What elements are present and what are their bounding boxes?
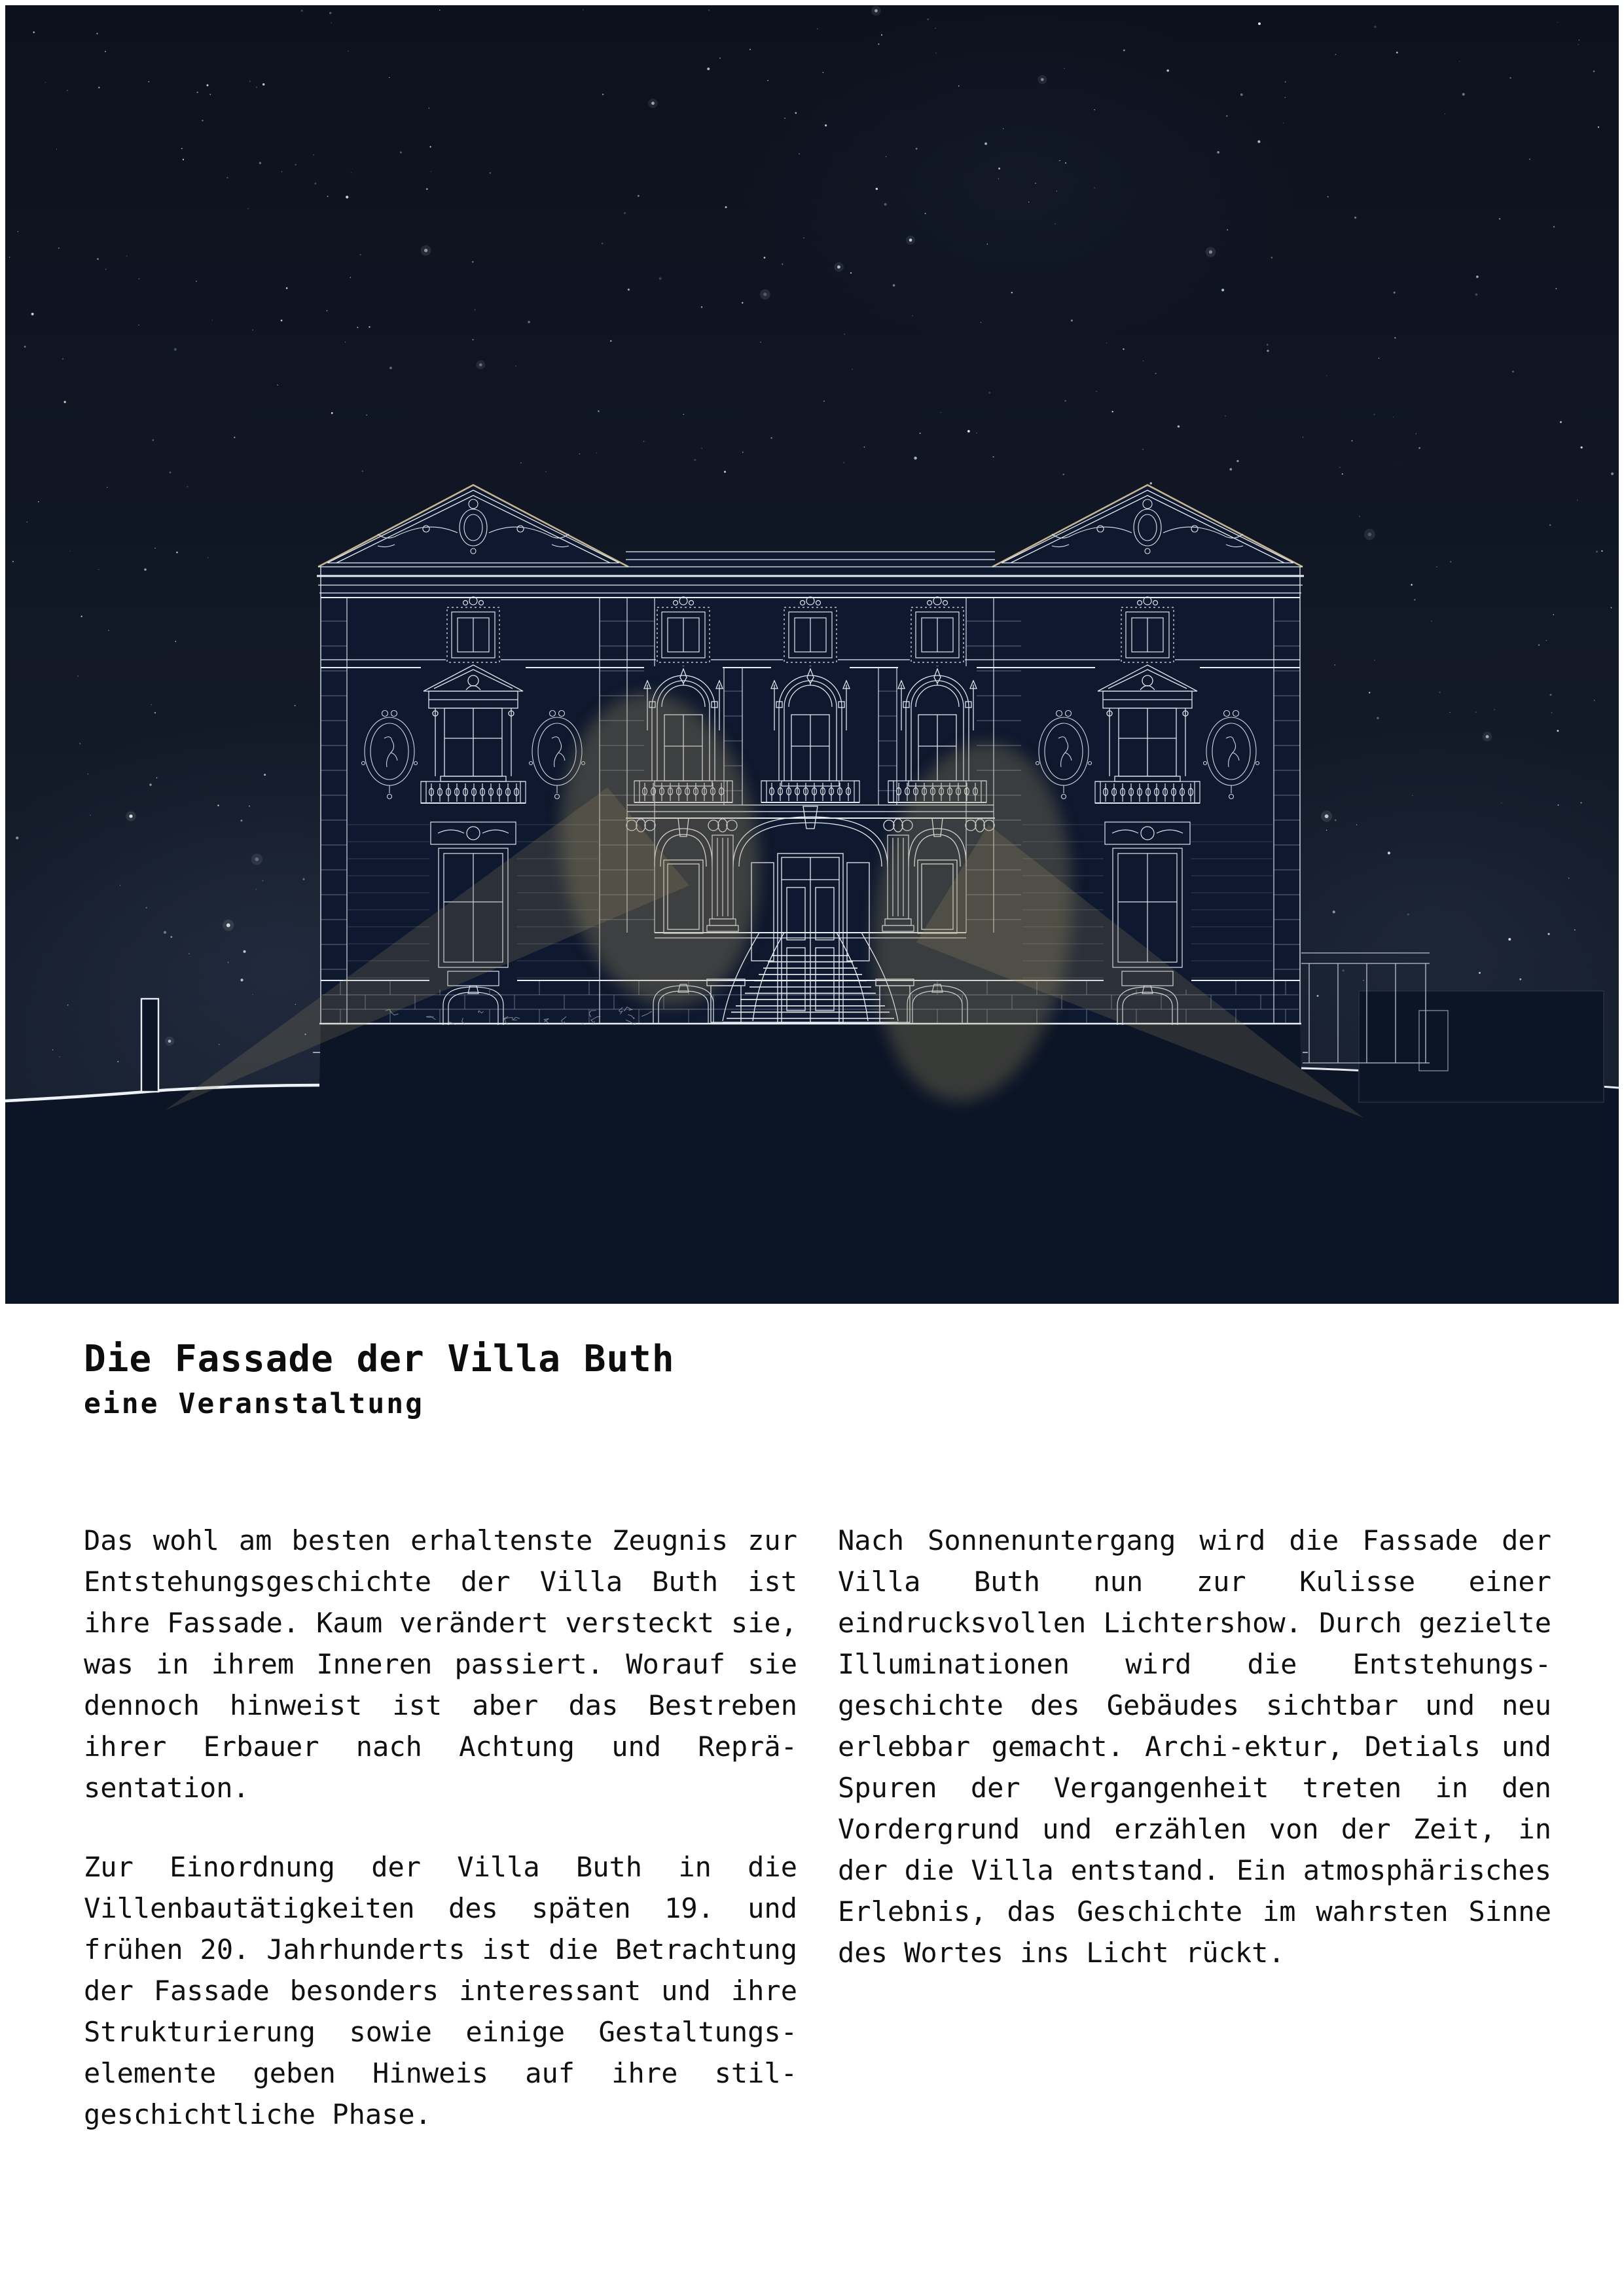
- title-block: [84, 1339, 675, 1420]
- text-line: Zur Einordnung der Villa Buth in die: [84, 1851, 797, 1883]
- text-line: geschichtliche Phase.: [84, 2098, 432, 2130]
- text-line: der Fassade besonders interessant und ihre: [84, 1975, 797, 2007]
- text-line: geschichte des Gebäudes sichtbar und neu: [838, 1689, 1551, 1721]
- paragraph: [84, 1846, 797, 2135]
- text-line: ihre Fassade. Kaum verändert versteckt sie,: [84, 1607, 797, 1639]
- text-line: des Wortes ins Licht rückt.: [838, 1937, 1285, 1969]
- text-line: eindrucksvollen Lichtershow. Durch gezielte: [838, 1607, 1551, 1639]
- text-line: elemente geben Hinweis auf ihre stil-: [84, 2057, 797, 2089]
- text-line: Entstehungsgeschichte der Villa Buth ist: [84, 1566, 797, 1598]
- text-line: Erlebnis, das Geschichte im wahrsten Sinne: [838, 1895, 1551, 1928]
- villa-facade-drawing: [5, 5, 1619, 1304]
- text-line: dennoch hinweist ist aber das Bestreben: [84, 1689, 797, 1721]
- text-line: ihrer Erbauer nach Achtung und Reprä-: [84, 1731, 797, 1763]
- villa-buth-night-illustration: [5, 5, 1619, 1304]
- text-line: Villa Buth nun zur Kulisse einer: [838, 1566, 1551, 1598]
- paragraph: [84, 1520, 797, 1808]
- page-subtitle: eine Veranstaltung: [84, 1387, 424, 1420]
- text-line: sentation.: [84, 1772, 249, 1804]
- text-line: Nach Sonnenuntergang wird die Fassade der: [838, 1524, 1551, 1556]
- paragraph: [838, 1520, 1551, 1973]
- text-line: erlebbar gemacht. Archi-ektur, Detials und: [838, 1731, 1551, 1763]
- garden-gate-pillar: [141, 999, 158, 1092]
- text-line: Illuminationen wird die Entstehungs-: [838, 1648, 1551, 1680]
- page-title: Die Fassade der Villa Buth: [84, 1338, 675, 1380]
- text-line: Spuren der Vergangenheit treten in den: [838, 1772, 1551, 1804]
- body-column-left: [84, 1520, 797, 2173]
- body-column-right: [838, 1520, 1551, 2011]
- text-line: Vordergrund und erzählen von der Zeit, in: [838, 1813, 1551, 1845]
- text-line: Villenbautätigkeiten des späten 19. und: [84, 1892, 797, 1924]
- text-line: was in ihrem Inneren passiert. Worauf sie: [84, 1648, 797, 1680]
- text-line: Strukturierung sowie einige Gestaltungs-: [84, 2016, 797, 2048]
- text-line: frühen 20. Jahrhunderts ist die Betrachtung: [84, 1933, 797, 1965]
- text-line: der die Villa entstand. Ein atmosphärisches: [838, 1854, 1551, 1886]
- text-line: Das wohl am besten erhaltenste Zeugnis zur: [84, 1524, 797, 1556]
